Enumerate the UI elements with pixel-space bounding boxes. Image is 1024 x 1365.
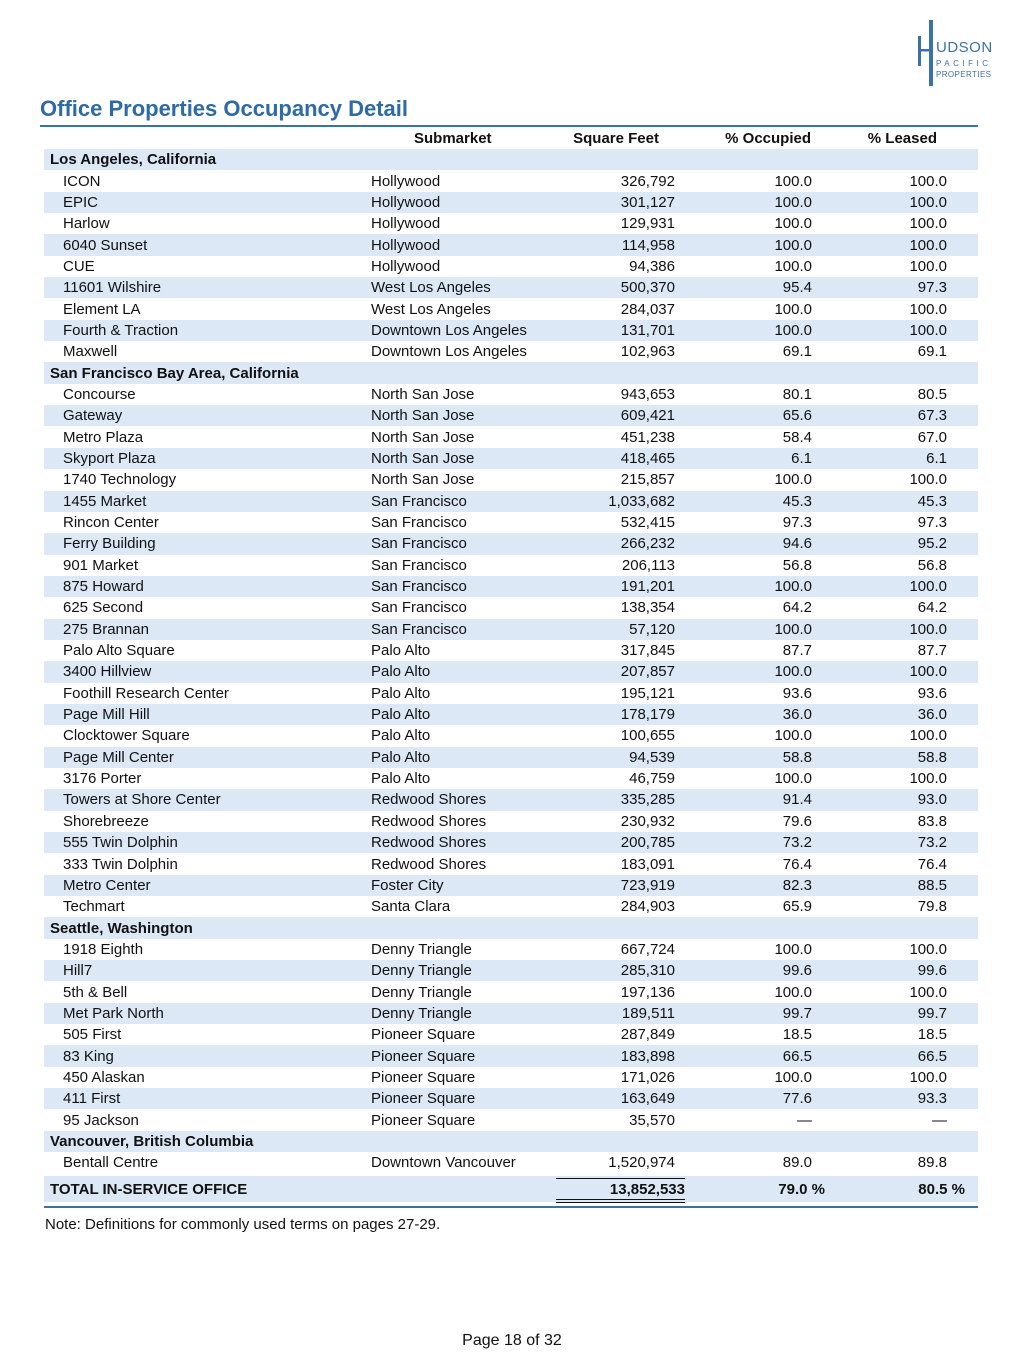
table-row xyxy=(44,1045,978,1066)
occupied-cell: 76.4 xyxy=(782,855,812,873)
submarket-cell: Downtown Los Angeles xyxy=(371,343,527,361)
occupied-cell: 100.0 xyxy=(774,770,812,788)
property-name: Skyport Plaza xyxy=(63,449,156,467)
property-name: 901 Market xyxy=(63,556,139,574)
table-row xyxy=(44,661,978,682)
occupied-cell: — xyxy=(797,1111,812,1129)
occupied-cell: 36.0 xyxy=(782,706,812,724)
property-name: Met Park North xyxy=(63,1004,164,1022)
leased-cell: 79.8 xyxy=(917,898,947,916)
occupied-cell: 73.2 xyxy=(782,834,812,852)
submarket-cell: North San Jose xyxy=(371,428,475,446)
leased-cell: 100.0 xyxy=(909,471,947,489)
submarket-cell: Downtown Los Angeles xyxy=(371,321,527,339)
property-name: 3400 Hillview xyxy=(63,663,152,681)
occupied-cell: 6.1 xyxy=(791,449,812,467)
square-feet-cell: 532,415 xyxy=(620,514,675,532)
table-row xyxy=(44,640,978,661)
property-name: Harlow xyxy=(63,215,110,233)
header-submarket: Submarket xyxy=(414,129,492,147)
square-feet-cell: 230,932 xyxy=(620,812,675,830)
table-row xyxy=(44,960,978,981)
square-feet-cell: 163,649 xyxy=(620,1090,675,1108)
property-name: Foothill Research Center xyxy=(63,684,229,702)
leased-cell: 56.8 xyxy=(917,556,947,574)
property-name: Techmart xyxy=(63,898,125,916)
property-name: Concourse xyxy=(63,385,136,403)
square-feet-cell: 301,127 xyxy=(620,193,675,211)
leased-cell: 100.0 xyxy=(909,940,947,958)
submarket-cell: Pioneer Square xyxy=(371,1026,476,1044)
occupied-cell: 100.0 xyxy=(774,236,812,254)
leased-cell: 67.3 xyxy=(917,407,947,425)
submarket-cell: San Francisco xyxy=(371,599,467,617)
table-row xyxy=(44,747,978,768)
property-name: Bentall Centre xyxy=(63,1154,159,1172)
square-feet-cell: 195,121 xyxy=(620,684,675,702)
submarket-cell: Hollywood xyxy=(371,215,441,233)
leased-cell: 58.8 xyxy=(917,748,947,766)
submarket-cell: Santa Clara xyxy=(371,898,451,916)
total-label: TOTAL IN-SERVICE OFFICE xyxy=(50,1181,248,1198)
occupied-cell: 58.8 xyxy=(782,748,812,766)
property-name: 625 Second xyxy=(63,599,144,617)
submarket-cell: Palo Alto xyxy=(371,684,431,702)
square-feet-cell: 285,310 xyxy=(620,962,675,980)
leased-cell: 100.0 xyxy=(909,257,947,275)
submarket-cell: San Francisco xyxy=(371,514,467,532)
table-row xyxy=(44,853,978,874)
square-feet-cell: 1,033,682 xyxy=(608,492,675,510)
occupied-cell: 66.5 xyxy=(782,1047,812,1065)
property-name: Rincon Center xyxy=(63,514,159,532)
submarket-cell: Palo Alto xyxy=(371,727,431,745)
occupied-cell: 87.7 xyxy=(782,642,812,660)
square-feet-cell: 287,849 xyxy=(620,1026,675,1044)
table-row xyxy=(44,512,978,533)
page-title: Office Properties Occupancy Detail xyxy=(40,96,409,121)
table-row xyxy=(44,1088,978,1109)
leased-cell: 100.0 xyxy=(909,1068,947,1086)
table-row xyxy=(44,192,978,213)
table-row xyxy=(44,725,978,746)
square-feet-cell: 200,785 xyxy=(620,834,675,852)
property-name: ICON xyxy=(63,172,101,190)
square-feet-cell: 114,958 xyxy=(621,236,675,254)
property-name: 450 Alaskan xyxy=(63,1068,145,1086)
square-feet-cell: 266,232 xyxy=(620,535,675,553)
leased-cell: 89.8 xyxy=(917,1154,947,1172)
leased-cell: 76.4 xyxy=(917,855,947,873)
property-name: 6040 Sunset xyxy=(63,236,148,254)
property-name: Hill7 xyxy=(63,962,93,980)
occupied-cell: 100.0 xyxy=(774,727,812,745)
submarket-cell: Hollywood xyxy=(371,193,441,211)
submarket-cell: San Francisco xyxy=(371,535,467,553)
logo-line-1: UDSON xyxy=(936,39,993,56)
occupied-cell: 94.6 xyxy=(782,535,812,553)
square-feet-cell: 189,511 xyxy=(621,1004,675,1022)
square-feet-cell: 284,037 xyxy=(620,300,675,318)
occupied-cell: 100.0 xyxy=(774,663,812,681)
submarket-cell: Denny Triangle xyxy=(371,940,472,958)
table-row xyxy=(44,1003,978,1024)
leased-cell: 88.5 xyxy=(917,876,947,894)
square-feet-cell: 500,370 xyxy=(620,279,675,297)
submarket-cell: Hollywood xyxy=(371,257,441,275)
square-feet-cell: 183,091 xyxy=(620,855,675,873)
submarket-cell: San Francisco xyxy=(371,492,467,510)
table-row xyxy=(44,405,978,426)
leased-cell: 6.1 xyxy=(926,449,947,467)
table-row xyxy=(44,341,978,362)
header-leased: % Leased xyxy=(867,129,937,147)
property-name: 11601 Wilshire xyxy=(63,279,162,297)
submarket-cell: San Francisco xyxy=(371,556,467,574)
table-body xyxy=(44,149,978,1174)
property-name: Metro Center xyxy=(63,876,151,894)
leased-cell: 100.0 xyxy=(909,663,947,681)
property-name: 411 First xyxy=(63,1090,121,1108)
property-name: 275 Brannan xyxy=(63,620,149,638)
property-name: 333 Twin Dolphin xyxy=(63,855,178,873)
submarket-cell: Redwood Shores xyxy=(371,855,487,873)
square-feet-cell: 284,903 xyxy=(620,898,675,916)
table-row xyxy=(44,619,978,640)
square-feet-cell: 94,539 xyxy=(629,748,675,766)
table-row xyxy=(44,213,978,234)
occupied-cell: 99.7 xyxy=(782,1004,812,1022)
square-feet-cell: 207,857 xyxy=(620,663,675,681)
total-row xyxy=(44,1176,978,1202)
table-row xyxy=(44,576,978,597)
property-name: Clocktower Square xyxy=(63,727,190,745)
total-rule-top xyxy=(556,1178,685,1179)
submarket-cell: Redwood Shores xyxy=(371,834,487,852)
square-feet-cell: 326,792 xyxy=(620,172,675,190)
occupied-cell: 77.6 xyxy=(782,1090,812,1108)
leased-cell: 83.8 xyxy=(917,812,947,830)
occupied-cell: 99.6 xyxy=(782,962,812,980)
table-row xyxy=(44,256,978,277)
table-row xyxy=(44,277,978,298)
occupied-cell: 69.1 xyxy=(782,343,812,361)
submarket-cell: Downtown Vancouver xyxy=(371,1154,516,1172)
square-feet-cell: 451,238 xyxy=(620,428,675,446)
submarket-cell: Palo Alto xyxy=(371,706,431,724)
occupied-cell: 97.3 xyxy=(782,514,812,532)
occupied-cell: 64.2 xyxy=(782,599,812,617)
submarket-cell: Palo Alto xyxy=(371,770,431,788)
submarket-cell: Hollywood xyxy=(371,236,441,254)
occupied-cell: 56.8 xyxy=(782,556,812,574)
submarket-cell: Foster City xyxy=(371,876,444,894)
square-feet-cell: 129,931 xyxy=(620,215,675,233)
property-name: Shorebreeze xyxy=(63,812,149,830)
total-leased: 80.5 % xyxy=(918,1181,965,1198)
occupied-cell: 100.0 xyxy=(774,620,812,638)
leased-cell: 100.0 xyxy=(909,215,947,233)
square-feet-cell: 667,724 xyxy=(620,940,675,958)
square-feet-cell: 94,386 xyxy=(629,257,675,275)
leased-cell: 93.6 xyxy=(917,684,947,702)
occupied-cell: 100.0 xyxy=(774,471,812,489)
footnote: Note: Definitions for commonly used terms on pages 27-29. xyxy=(45,1216,441,1233)
leased-cell: 97.3 xyxy=(917,279,947,297)
leased-cell: 97.3 xyxy=(917,514,947,532)
table-header-row xyxy=(44,127,978,149)
square-feet-cell: 723,919 xyxy=(620,876,675,894)
leased-cell: 18.5 xyxy=(917,1026,947,1044)
square-feet-cell: 100,655 xyxy=(620,727,675,745)
leased-cell: 87.7 xyxy=(917,642,947,660)
property-name: Element LA xyxy=(63,300,141,318)
property-name: Metro Plaza xyxy=(63,428,144,446)
square-feet-cell: 418,465 xyxy=(620,449,675,467)
occupied-cell: 100.0 xyxy=(774,940,812,958)
property-name: Palo Alto Square xyxy=(63,642,175,660)
leased-cell: 99.7 xyxy=(917,1004,947,1022)
group-row xyxy=(44,149,978,170)
leased-cell: 36.0 xyxy=(917,706,947,724)
occupied-cell: 100.0 xyxy=(774,172,812,190)
occupied-cell: 18.5 xyxy=(782,1026,812,1044)
group-row xyxy=(44,917,978,938)
property-name: 505 First xyxy=(63,1026,122,1044)
header-property xyxy=(44,127,371,149)
table-row xyxy=(44,170,978,191)
occupied-cell: 100.0 xyxy=(774,215,812,233)
group-row xyxy=(44,1131,978,1152)
logo-line-3: PROPERTIES xyxy=(936,70,992,79)
property-name: Gateway xyxy=(63,407,123,425)
property-name: Towers at Shore Center xyxy=(63,791,221,809)
total-rule-double-1 xyxy=(556,1199,685,1200)
leased-cell: 64.2 xyxy=(917,599,947,617)
property-name: 5th & Bell xyxy=(63,983,128,1001)
leased-cell: 69.1 xyxy=(917,343,947,361)
square-feet-cell: 171,026 xyxy=(620,1068,675,1086)
submarket-cell: Palo Alto xyxy=(371,663,431,681)
bottom-rule xyxy=(44,1206,978,1208)
submarket-cell: Pioneer Square xyxy=(371,1047,476,1065)
group-label: Los Angeles, California xyxy=(50,151,217,169)
submarket-cell: North San Jose xyxy=(371,407,475,425)
total-square-feet: 13,852,533 xyxy=(609,1181,685,1198)
leased-cell: 80.5 xyxy=(917,385,947,403)
leased-cell: 99.6 xyxy=(917,962,947,980)
submarket-cell: Hollywood xyxy=(371,172,441,190)
leased-cell: 100.0 xyxy=(909,236,947,254)
leased-cell: — xyxy=(932,1111,947,1129)
occupied-cell: 79.6 xyxy=(782,812,812,830)
leased-cell: 100.0 xyxy=(909,300,947,318)
property-name: 1740 Technology xyxy=(63,471,177,489)
leased-cell: 100.0 xyxy=(909,321,947,339)
square-feet-cell: 335,285 xyxy=(620,791,675,809)
table-row xyxy=(44,320,978,341)
group-row xyxy=(44,362,978,383)
leased-cell: 100.0 xyxy=(909,770,947,788)
occupied-cell: 100.0 xyxy=(774,300,812,318)
table-row xyxy=(44,683,978,704)
submarket-cell: West Los Angeles xyxy=(371,300,491,318)
property-name: EPIC xyxy=(63,193,99,211)
leased-cell: 100.0 xyxy=(909,193,947,211)
leased-cell: 100.0 xyxy=(909,620,947,638)
table-row xyxy=(44,1109,978,1130)
table-row xyxy=(44,875,978,896)
occupied-cell: 91.4 xyxy=(782,791,812,809)
submarket-cell: Palo Alto xyxy=(371,642,431,660)
occupied-cell: 100.0 xyxy=(774,983,812,1001)
occupied-cell: 100.0 xyxy=(774,193,812,211)
table-row xyxy=(44,939,978,960)
total-occupied: 79.0 % xyxy=(778,1181,825,1198)
leased-cell: 100.0 xyxy=(909,727,947,745)
property-name: Page Mill Hill xyxy=(63,706,150,724)
occupied-cell: 100.0 xyxy=(774,257,812,275)
square-feet-cell: 609,421 xyxy=(620,407,675,425)
submarket-cell: West Los Angeles xyxy=(371,279,491,297)
square-feet-cell: 197,136 xyxy=(620,983,675,1001)
property-name: 1455 Market xyxy=(63,492,147,510)
square-feet-cell: 215,857 xyxy=(620,471,675,489)
leased-cell: 73.2 xyxy=(917,834,947,852)
square-feet-cell: 206,113 xyxy=(621,556,675,574)
square-feet-cell: 102,963 xyxy=(620,343,675,361)
page-number: Page 18 of 32 xyxy=(462,1332,562,1349)
square-feet-cell: 183,898 xyxy=(620,1047,675,1065)
leased-cell: 66.5 xyxy=(917,1047,947,1065)
occupied-cell: 80.1 xyxy=(782,385,812,403)
group-label: Seattle, Washington xyxy=(50,919,193,937)
table-row xyxy=(44,1024,978,1045)
table-row xyxy=(44,533,978,554)
table-row xyxy=(44,234,978,255)
table-row xyxy=(44,981,978,1002)
table-row xyxy=(44,555,978,576)
table-row xyxy=(44,811,978,832)
leased-cell: 93.0 xyxy=(917,791,947,809)
property-name: 555 Twin Dolphin xyxy=(63,834,178,852)
leased-cell: 100.0 xyxy=(909,983,947,1001)
table-row xyxy=(44,448,978,469)
property-name: 83 King xyxy=(63,1047,114,1065)
table-row xyxy=(44,298,978,319)
leased-cell: 95.2 xyxy=(917,535,947,553)
table-row xyxy=(44,704,978,725)
submarket-cell: San Francisco xyxy=(371,620,467,638)
square-feet-cell: 1,520,974 xyxy=(608,1154,675,1172)
submarket-cell: North San Jose xyxy=(371,385,475,403)
submarket-cell: North San Jose xyxy=(371,471,475,489)
occupied-cell: 82.3 xyxy=(782,876,812,894)
table-row xyxy=(44,789,978,810)
square-feet-cell: 35,570 xyxy=(629,1111,675,1129)
table-row xyxy=(44,768,978,789)
occupied-cell: 65.9 xyxy=(782,898,812,916)
table-row xyxy=(44,832,978,853)
property-name: 95 Jackson xyxy=(63,1111,139,1129)
square-feet-cell: 138,354 xyxy=(620,599,675,617)
table-row xyxy=(44,469,978,490)
square-feet-cell: 317,845 xyxy=(620,642,675,660)
occupied-cell: 45.3 xyxy=(782,492,812,510)
square-feet-cell: 46,759 xyxy=(629,770,675,788)
occupied-cell: 100.0 xyxy=(774,1068,812,1086)
header-occupied: % Occupied xyxy=(725,129,811,147)
group-label: San Francisco Bay Area, California xyxy=(50,364,299,382)
submarket-cell: Denny Triangle xyxy=(371,962,472,980)
occupied-cell: 93.6 xyxy=(782,684,812,702)
header-square-feet: Square Feet xyxy=(573,129,659,147)
submarket-cell: Pioneer Square xyxy=(371,1111,476,1129)
occupied-cell: 65.6 xyxy=(782,407,812,425)
table-row xyxy=(44,597,978,618)
square-feet-cell: 191,201 xyxy=(620,578,675,596)
occupied-cell: 95.4 xyxy=(782,279,812,297)
occupied-cell: 100.0 xyxy=(774,321,812,339)
leased-cell: 93.3 xyxy=(917,1090,947,1108)
submarket-cell: North San Jose xyxy=(371,449,475,467)
hudson-pacific-logo xyxy=(912,18,1004,88)
property-name: Maxwell xyxy=(63,343,118,361)
leased-cell: 45.3 xyxy=(917,492,947,510)
table-row xyxy=(44,1067,978,1088)
submarket-cell: Denny Triangle xyxy=(371,983,472,1001)
property-name: Ferry Building xyxy=(63,535,156,553)
submarket-cell: Denny Triangle xyxy=(371,1004,472,1022)
submarket-cell: Palo Alto xyxy=(371,748,431,766)
submarket-cell: San Francisco xyxy=(371,578,467,596)
property-name: CUE xyxy=(63,257,95,275)
square-feet-cell: 57,120 xyxy=(629,620,675,638)
submarket-cell: Pioneer Square xyxy=(371,1090,476,1108)
square-feet-cell: 943,653 xyxy=(620,385,675,403)
occupied-cell: 100.0 xyxy=(774,578,812,596)
table-row xyxy=(44,491,978,512)
submarket-cell: Pioneer Square xyxy=(371,1068,476,1086)
square-feet-cell: 178,179 xyxy=(620,706,675,724)
table-row xyxy=(44,384,978,405)
property-name: 3176 Porter xyxy=(63,770,142,788)
property-name: Page Mill Center xyxy=(63,748,174,766)
group-label: Vancouver, British Columbia xyxy=(50,1132,254,1150)
property-name: 1918 Eighth xyxy=(63,940,144,958)
square-feet-cell: 131,701 xyxy=(620,321,675,339)
leased-cell: 100.0 xyxy=(909,578,947,596)
submarket-cell: Redwood Shores xyxy=(371,812,487,830)
total-rule-double-2 xyxy=(556,1202,685,1203)
occupancy-table xyxy=(44,127,978,1174)
occupied-cell: 89.0 xyxy=(782,1154,812,1172)
table-row xyxy=(44,1152,978,1173)
logo-line-2: PACIFIC xyxy=(936,59,992,68)
property-name: 875 Howard xyxy=(63,578,144,596)
leased-cell: 100.0 xyxy=(909,172,947,190)
occupied-cell: 58.4 xyxy=(782,428,812,446)
table-row xyxy=(44,896,978,917)
submarket-cell: Redwood Shores xyxy=(371,791,487,809)
table-row xyxy=(44,426,978,447)
property-name: Fourth & Traction xyxy=(63,321,179,339)
leased-cell: 67.0 xyxy=(917,428,947,446)
